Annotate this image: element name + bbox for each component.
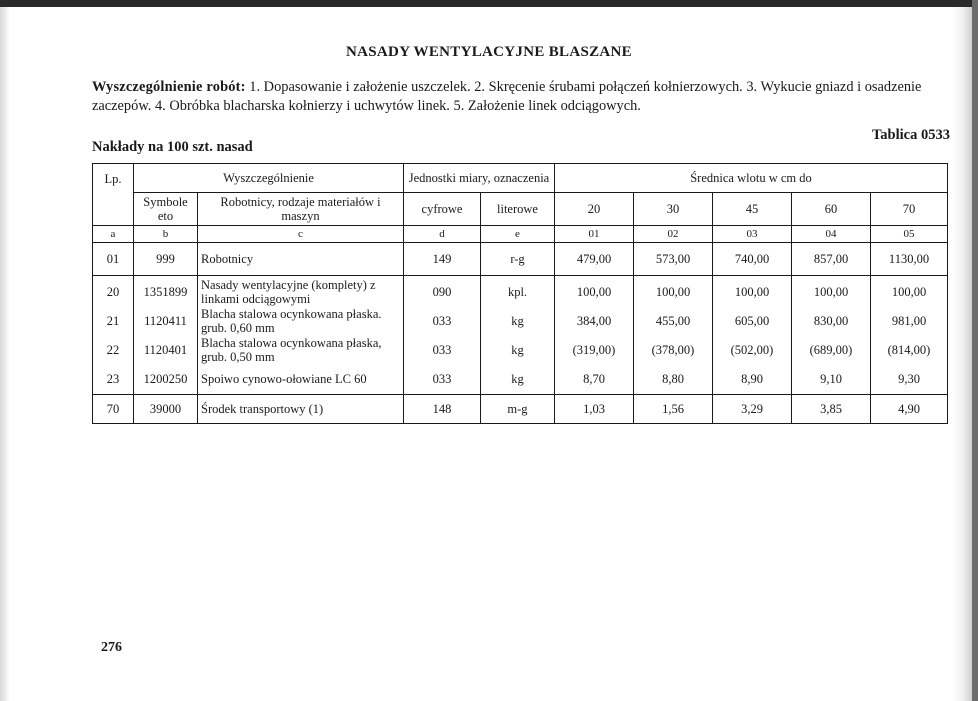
code-cell: 03 <box>713 226 792 243</box>
block-cyfrowe <box>404 276 481 395</box>
table-row <box>93 395 948 424</box>
cell-value: 3,29 <box>713 395 792 424</box>
cell-literowe: r-g <box>481 243 555 276</box>
page-title: NASADY WENTYLACYJNE BLASZANE <box>346 44 632 60</box>
cell-value: 479,00 <box>555 243 634 276</box>
cell-name: Środek transportowy (1) <box>198 395 404 424</box>
cell-value: 9,30 <box>898 371 920 386</box>
cell-value: (814,00) <box>887 342 931 357</box>
cell-literowe: kpl. <box>507 284 528 299</box>
header-symbole: Symbole eto <box>134 193 198 226</box>
code-cell: 01 <box>555 226 634 243</box>
cell-symbol: 999 <box>134 243 198 276</box>
cell-value: 857,00 <box>792 243 871 276</box>
header-diameter: 45 <box>713 193 792 226</box>
cell-value: 1,03 <box>555 395 634 424</box>
cell-symbol: 1120401 <box>143 342 188 357</box>
cell-name: Spoiwo cynowo-ołowiane LC 60 <box>201 371 367 386</box>
cell-lp: 01 <box>93 243 134 276</box>
cell-lp: 70 <box>93 395 134 424</box>
cell-literowe: kg <box>511 371 524 386</box>
description-text: 1. Dopasowanie i założenie uszczelek. 2. Skręcenie śrubami połączeń kołnierzowych. 3. Wykucie gniazd i osadzenie zaczepów. 4. Obróbka blacharska kołnierzy i uchwytów linek. 5. Założenie linek odciągowych. <box>92 79 922 114</box>
header-jednostki: Jednostki miary, oznaczenia <box>404 164 555 193</box>
letter-cell: b <box>134 226 198 243</box>
cell-symbol: 1200250 <box>143 371 188 386</box>
cell-cyfrowe: 033 <box>432 371 452 386</box>
cell-value: 1,56 <box>634 395 713 424</box>
naklady-heading: Nakłady na 100 szt. nasad <box>92 139 253 155</box>
block-value-30 <box>634 276 713 395</box>
block-lp <box>93 276 134 395</box>
cell-cyfrowe: 149 <box>404 243 481 276</box>
scan-left-edge <box>0 7 10 701</box>
cell-value: 740,00 <box>713 243 792 276</box>
block-symbol <box>134 276 198 395</box>
cell-value: 8,80 <box>662 371 684 386</box>
block-literowe <box>481 276 555 395</box>
cell-value: 100,00 <box>813 284 849 299</box>
block-value-60 <box>792 276 871 395</box>
materials-block <box>93 276 948 395</box>
header-wyszczegolnienie: Wyszczególnienie <box>134 164 404 193</box>
cell-value: (319,00) <box>572 342 616 357</box>
cell-cyfrowe: 033 <box>432 313 452 328</box>
header-srednica: Średnica wlotu w cm do <box>555 164 948 193</box>
scan-right-strip <box>972 0 978 701</box>
header-cyfrowe: cyfrowe <box>404 193 481 226</box>
cell-value: 981,00 <box>891 313 927 328</box>
cell-symbol: 39000 <box>134 395 198 424</box>
cell-symbol: 1351899 <box>143 284 188 299</box>
cell-value: (378,00) <box>651 342 695 357</box>
cell-literowe: kg <box>511 313 524 328</box>
cell-cyfrowe: 148 <box>404 395 481 424</box>
cell-value: (502,00) <box>730 342 774 357</box>
cell-lp: 22 <box>106 342 120 357</box>
cell-value: 605,00 <box>734 313 770 328</box>
block-value-20 <box>555 276 634 395</box>
header-diameter: 60 <box>792 193 871 226</box>
header-diameter: 70 <box>871 193 948 226</box>
cell-cyfrowe: 090 <box>432 284 452 299</box>
header-diameter: 30 <box>634 193 713 226</box>
letter-cell: c <box>198 226 404 243</box>
cell-value: 9,10 <box>820 371 842 386</box>
cell-symbol: 1120411 <box>144 313 187 328</box>
cell-value: 384,00 <box>576 313 612 328</box>
works-description <box>92 78 947 116</box>
description-label: Wyszczególnienie robót: <box>92 79 246 95</box>
page-number: 276 <box>101 640 122 655</box>
code-cell: 05 <box>871 226 948 243</box>
cell-name: Nasady wentylacyjne (komplety) z linkami odciągowymi <box>201 277 376 306</box>
cell-name: Blacha stalowa ocynkowana płaska. grub. 0,60 mm <box>201 306 382 335</box>
cell-value: 1130,00 <box>871 243 948 276</box>
scan-top-border <box>0 0 978 7</box>
block-value-70 <box>871 276 948 395</box>
letter-cell: e <box>481 226 555 243</box>
cell-value: 573,00 <box>634 243 713 276</box>
cell-lp: 21 <box>106 313 120 328</box>
cell-value: 4,90 <box>871 395 948 424</box>
code-cell: 04 <box>792 226 871 243</box>
cell-literowe: kg <box>511 342 524 357</box>
letter-cell: a <box>93 226 134 243</box>
cell-value: 8,70 <box>583 371 605 386</box>
cell-value: 100,00 <box>655 284 691 299</box>
cell-lp: 20 <box>106 284 120 299</box>
letter-cell: d <box>404 226 481 243</box>
cell-name: Blacha stalowa ocynkowana płaska, grub. 0,50 mm <box>201 335 382 364</box>
cell-value: 100,00 <box>576 284 612 299</box>
header-lp: Lp. <box>93 164 134 226</box>
table-number: Tablica 0533 <box>871 127 950 143</box>
cell-value: 100,00 <box>734 284 770 299</box>
cell-cyfrowe: 033 <box>432 342 452 357</box>
cell-name: Robotnicy <box>198 243 404 276</box>
cell-value: 100,00 <box>891 284 927 299</box>
code-cell: 02 <box>634 226 713 243</box>
norms-table <box>92 163 948 424</box>
cell-value: 830,00 <box>813 313 849 328</box>
block-name <box>198 276 404 395</box>
cell-lp: 23 <box>106 371 120 386</box>
header-diameter: 20 <box>555 193 634 226</box>
header-robotnicy: Robotnicy, rodzaje materiałów i maszyn <box>198 193 404 226</box>
cell-value: 3,85 <box>792 395 871 424</box>
cell-value: 8,90 <box>741 371 763 386</box>
cell-literowe: m-g <box>481 395 555 424</box>
header-literowe: literowe <box>481 193 555 226</box>
table-row <box>93 243 948 276</box>
block-value-45 <box>713 276 792 395</box>
cell-value: 455,00 <box>655 313 691 328</box>
cell-value: (689,00) <box>809 342 853 357</box>
